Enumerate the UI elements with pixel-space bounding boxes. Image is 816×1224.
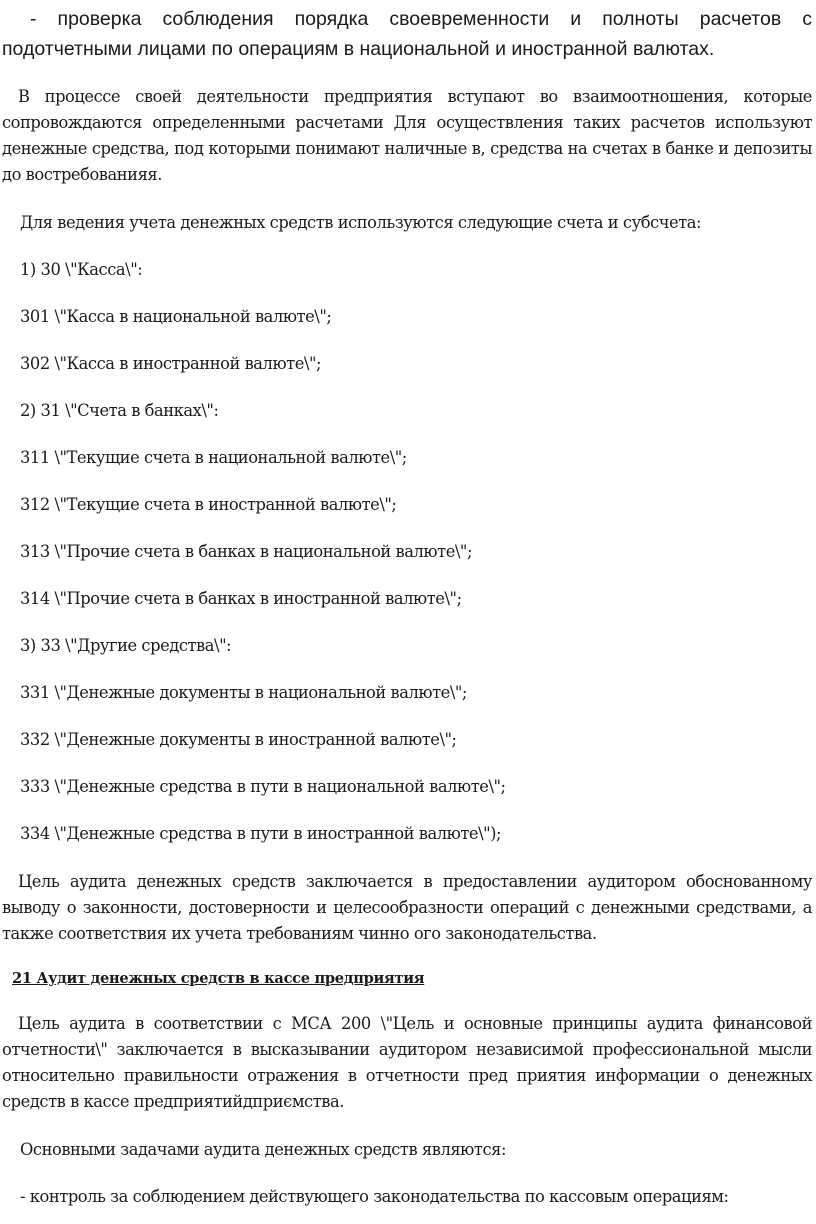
account-line-313: 313 \"Прочие счета в банках в национальной валюте\";	[20, 542, 472, 561]
account-line-31: 2) 31 \"Счета в банках\":	[20, 401, 219, 420]
account-line-302: 302 \"Касса в иностранной валюте\";	[20, 354, 322, 373]
spacer	[2, 471, 812, 492]
paragraph-isa-200: Цель аудита в соответствии с МСА 200 \"Цель и основные принципы аудита финансовой отчетности\" заключается в высказывании аудитором независимой профессиональной мысли относительно правильности отражения в отчетности пред приятия информации о денежных средств в кассе предприятийдприємства.	[2, 1014, 812, 1111]
spacer	[2, 377, 812, 398]
spacer	[2, 706, 812, 727]
account-line-33: 3) 33 \"Другие средства\":	[20, 636, 232, 655]
spacer	[2, 990, 812, 1011]
account-line-333: 333 \"Денежные средства в пути в национальной валюте\";	[20, 777, 506, 796]
spacer	[2, 753, 812, 774]
task-item-1: - контроль за соблюдением действующего законодательства по кассовым операциям:	[20, 1187, 729, 1206]
account-line-312: 312 \"Текущие счета в иностранной валюте\";	[20, 495, 397, 514]
accounts-intro: Для ведения учета денежных средств используются следующие счета и субсчета:	[20, 213, 702, 232]
account-line-334: 334 \"Денежные средства в пути в иностранной валюте\");	[20, 824, 502, 843]
spacer	[2, 800, 812, 821]
paragraph-settlements: В процессе своей деятельности предприятия вступают во взаимоотношения, которые сопровождаются определенными расчетами Для осуществления таких расчетов используют денежные средства, под которыми понимают наличные в, средства на счетах в банке и депозиты до востребованияя.	[2, 87, 812, 184]
spacer	[2, 64, 812, 84]
spacer	[2, 1115, 812, 1137]
spacer	[2, 947, 812, 968]
spacer	[2, 565, 812, 586]
account-line-301: 301 \"Касса в национальной валюте\";	[20, 307, 332, 326]
account-line-30: 1) 30 \"Касса\":	[20, 260, 143, 279]
spacer	[2, 1163, 812, 1184]
spacer	[2, 847, 812, 869]
paragraph-audit-goal: Цель аудита денежных средств заключается в предоставлении аудитором обоснованному выводу о законности, достоверности и целесообразности операций с денежными средствами, а также соответствия их учета требованиям чинно ого законодательства.	[2, 872, 812, 943]
spacer	[2, 659, 812, 680]
spacer	[2, 330, 812, 351]
account-line-332: 332 \"Денежные документы в иностранной валюте\";	[20, 730, 457, 749]
spacer	[2, 188, 812, 210]
spacer	[2, 236, 812, 257]
account-line-331: 331 \"Денежные документы в национальной валюте\";	[20, 683, 467, 702]
spacer	[2, 612, 812, 633]
tasks-intro: Основными задачами аудита денежных средств являются:	[20, 1140, 506, 1159]
account-line-314: 314 \"Прочие счета в банках в иностранной валюте\";	[20, 589, 462, 608]
spacer	[2, 424, 812, 445]
section-heading: 21 Аудит денежных средств в кассе предприятия	[12, 970, 425, 987]
account-line-311: 311 \"Текущие счета в национальной валюте\";	[20, 448, 407, 467]
spacer	[2, 283, 812, 304]
intro-paragraph: - проверка соблюдения порядка своевременности и полноты расчетов с подотчетными лицами по операциям в национальной и иностранной валютах.	[2, 8, 812, 60]
spacer	[2, 518, 812, 539]
